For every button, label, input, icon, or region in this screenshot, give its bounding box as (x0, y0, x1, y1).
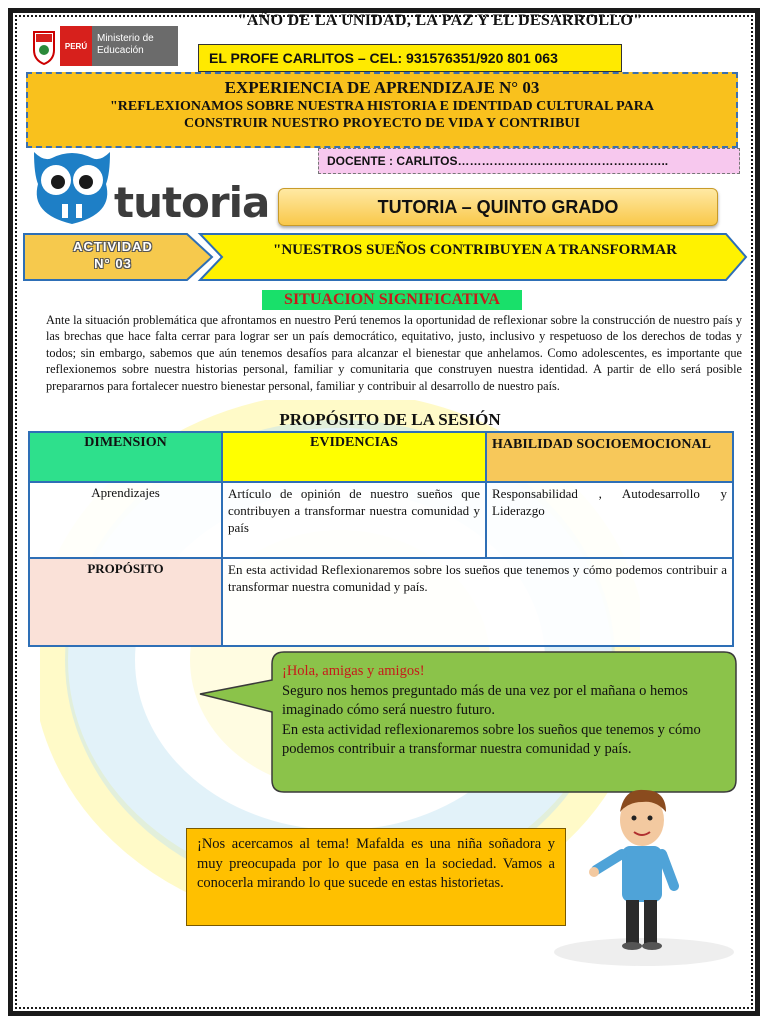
peru-shield-icon (30, 26, 58, 66)
docente-label: DOCENTE : CARLITOS…………………………………………….. (318, 148, 740, 174)
activity-title: "NUESTROS SUEÑOS CONTRIBUYEN A TRANSFORMAR (273, 242, 677, 258)
situacion-paragraph: Ante la situación problemática que afrontamos en nuestro Perú tenemos la oportunidad de reflexionar sobre la construcción de nuestro país y las brechas que hace falta cerrar para lograr ser un país democrático, equitativo, justo, inclusivo y respetuoso de los derechos de todas y todos; sin embargo, sabemos que aún tenemos desafíos para alcanzar el bienestar que anhelamos. Como adolescentes, es importante que reflexionemos sobre nuestra historias personal, familiar y comunitaria que construyen nuestra identidad. A partir de ello será posible prepararnos para fortalecer nuestro bienestar personal, familiar y contribuir al desarrollo de nuestro país. (46, 313, 742, 393)
bubble-line-2: En esta actividad reflexionaremos sobre los sueños que tenemos y cómo podemos contribuir a transformar nuestra comunidad y país. (282, 721, 701, 757)
experience-title: EXPERIENCIA DE APRENDIZAJE N° 03 (224, 78, 540, 97)
teacher-character-illustration (544, 782, 744, 972)
speech-bubble (282, 662, 728, 760)
ministry-label: Ministerio de Educación (92, 26, 178, 66)
table-row (29, 558, 733, 646)
mafalda-intro-box: ¡Nos acercamos al tema! Mafalda es una niña soñadora y muy preocupada por lo que pasa en la sociedad. Vamos a conocerla mirando lo que sucede en estas historietas. (186, 828, 566, 926)
bubble-greeting: ¡Hola, amigas y amigos! (282, 663, 425, 679)
cell-proposito-text: En esta actividad Reflexionaremos sobre los sueños que tenemos y cómo podemos contribuir a transformar nuestra comunidad y país. (222, 558, 733, 646)
cell-proposito-label: PROPÓSITO (29, 558, 222, 646)
session-table (28, 431, 734, 647)
cell-habilidad: Responsabilidad , Autodesarrollo y Liderazgo (486, 482, 733, 558)
proposito-title: PROPÓSITO DE LA SESIÓN (279, 410, 501, 429)
contact-banner: EL PROFE CARLITOS – CEL: 931576351/920 801 063 (198, 44, 622, 72)
cell-evidencias: Artículo de opinión de nuestro sueños que contribuyen a transformar nuestra comunidad y país (222, 482, 486, 558)
header-habilidad: HABILIDAD SOCIOEMOCIONAL (486, 432, 733, 482)
header-evidencias: EVIDENCIAS (222, 432, 486, 482)
experience-header (26, 72, 738, 148)
activity-label-line1: ACTIVIDAD (73, 239, 153, 254)
header-dimension: DIMENSION (29, 432, 222, 482)
peru-label: PERÚ (60, 26, 92, 66)
ministry-logo (30, 24, 182, 68)
experience-subtitle-1: "REFLEXIONAMOS SOBRE NUESTRA HISTORIA E IDENTIDAD CULTURAL PARA (110, 99, 654, 114)
grade-banner: TUTORIA – QUINTO GRADO (278, 188, 718, 226)
table-header-row (29, 432, 733, 482)
activity-label-line2: N° 03 (94, 256, 132, 271)
owl-mascot-icon (26, 144, 118, 226)
year-motto: "AÑO DE LA UNIDAD, LA PAZ Y EL DESARROLLO" (237, 12, 643, 29)
cell-dimension: Aprendizajes (29, 482, 222, 558)
bubble-line-1: Seguro nos hemos preguntado más de una vez por el mañana o hemos imaginado cómo será nuestro futuro. (282, 682, 688, 718)
experience-subtitle-2: CONSTRUIR NUESTRO PROYECTO DE VIDA Y CONTRIBUI (184, 116, 580, 131)
situacion-title: SITUACION SIGNIFICATIVA (262, 290, 522, 310)
activity-label (48, 238, 178, 272)
brand-wordmark: tutoria (114, 178, 270, 227)
table-row (29, 482, 733, 558)
